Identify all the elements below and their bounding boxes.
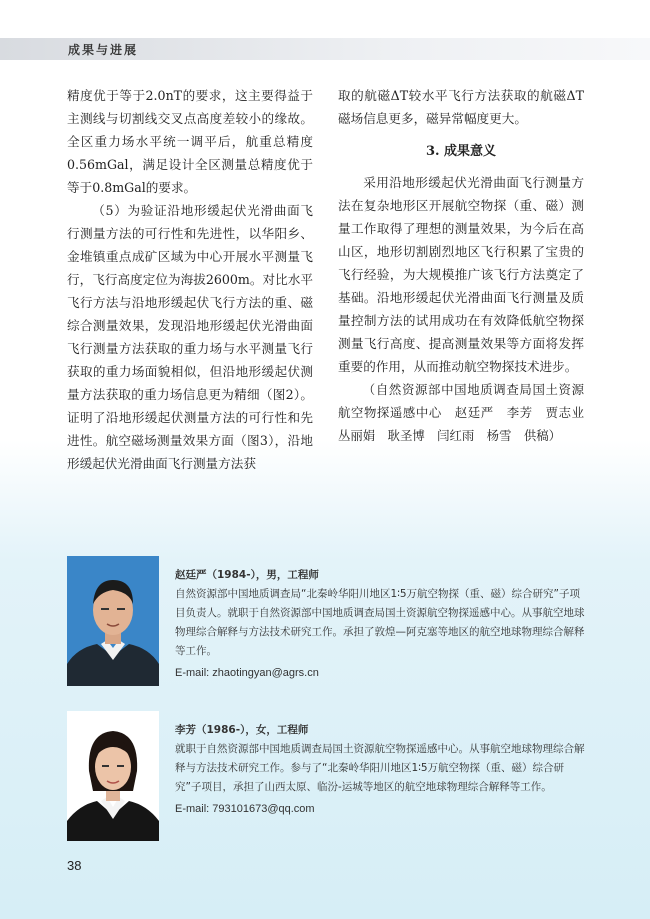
author-info xyxy=(175,721,587,819)
paragraph: 精度优于等于2.0nT的要求，这主要得益于主测线与切割线交叉点高度差较小的缘故。全区重力场水平统一调平后，航重总精度0.56mGal，满足设计全区测量总精度优于等于0.8mGal的要求。 xyxy=(67,88,313,195)
section-header: 成果与进展 xyxy=(68,43,139,57)
author-email[interactable]: E-mail: 793101673@qq.com xyxy=(175,803,315,815)
paragraph: 采用沿地形缓起伏光滑曲面飞行测量方法在复杂地形区开展航空物探（重、磁）测量工作取得了理想的测量效果，为今后在高山区，地形切割剧烈地区飞行积累了宝贵的飞行经验，为大规模推广该飞行方法奠定了基础。沿地形缓起伏光滑曲面飞行测量及质量控制方法的试用成功在有效降低航空物探测量飞行高度、提高测量效果等方面将发挥重要的作用，从而推动航空物探技术进步。 xyxy=(338,175,584,374)
author-heading: 李芳（1986-），女，工程师 xyxy=(175,724,309,736)
author-info xyxy=(175,566,587,683)
portrait-male-icon xyxy=(67,556,159,686)
author-email[interactable]: E-mail: zhaotingyan@agrs.cn xyxy=(175,667,319,679)
paragraph: 取的航磁ΔT较水平飞行方法获取的航磁ΔT磁场信息更多，磁异常幅度更大。 xyxy=(338,88,584,126)
author-photo xyxy=(67,556,159,686)
left-column xyxy=(67,84,313,475)
credit-line: （自然资源部中国地质调查局国土资源航空物探遥感中心 赵廷严 李芳 贾志业 丛丽娟 耿圣博 闫红雨 杨雪 供稿） xyxy=(338,382,597,443)
page-number: 38 xyxy=(67,858,82,873)
right-column xyxy=(338,84,597,447)
author-bio: 自然资源部中国地质调查局“北秦岭华阳川地区1∶5万航空物探（重、磁）综合研究”子项目负责人。就职于自然资源部中国地质调查局国土资源航空物探遥感中心。从事航空地球物理综合解释与方法技术研究工作。承担了敦煌—阿克塞等地区的航空地球物理综合解释等工作。 xyxy=(175,588,585,657)
author-heading: 赵廷严（1984-），男，工程师 xyxy=(175,569,319,581)
section-title: 3. 成果意义 xyxy=(425,144,497,159)
author-bio: 就职于自然资源部中国地质调查局国土资源航空物探遥感中心。从事航空地球物理综合解释与方法技术研究工作。参与了“北秦岭华阳川地区1∶5万航空物探（重、磁）综合研究”子项目，承担了山西太原、临汾-运城等地区的航空地球物理综合解释等工作。 xyxy=(175,743,585,793)
paragraph: （5）为验证沿地形缓起伏光滑曲面飞行测量方法的可行性和先进性，以华阳乡、金堆镇重点成矿区域为中心开展水平测量飞行，飞行高度定位为海拔2600m。对比水平飞行方法与沿地形缓起伏飞行方法的重、磁综合测量效果，发现沿地形缓起伏光滑曲面飞行测量方法获取的重力场与水平测量飞行获取的重力场面貌相似，但沿地形缓起伏测量方法获取的重力场信息更为精细（图2）。证明了沿地形缓起伏测量方法的可行性和先进性。航空磁场测量效果方面（图3），沿地形缓起伏光滑曲面飞行测量方法获 xyxy=(67,203,313,471)
portrait-female-icon xyxy=(67,711,159,841)
author-photo xyxy=(67,711,159,841)
